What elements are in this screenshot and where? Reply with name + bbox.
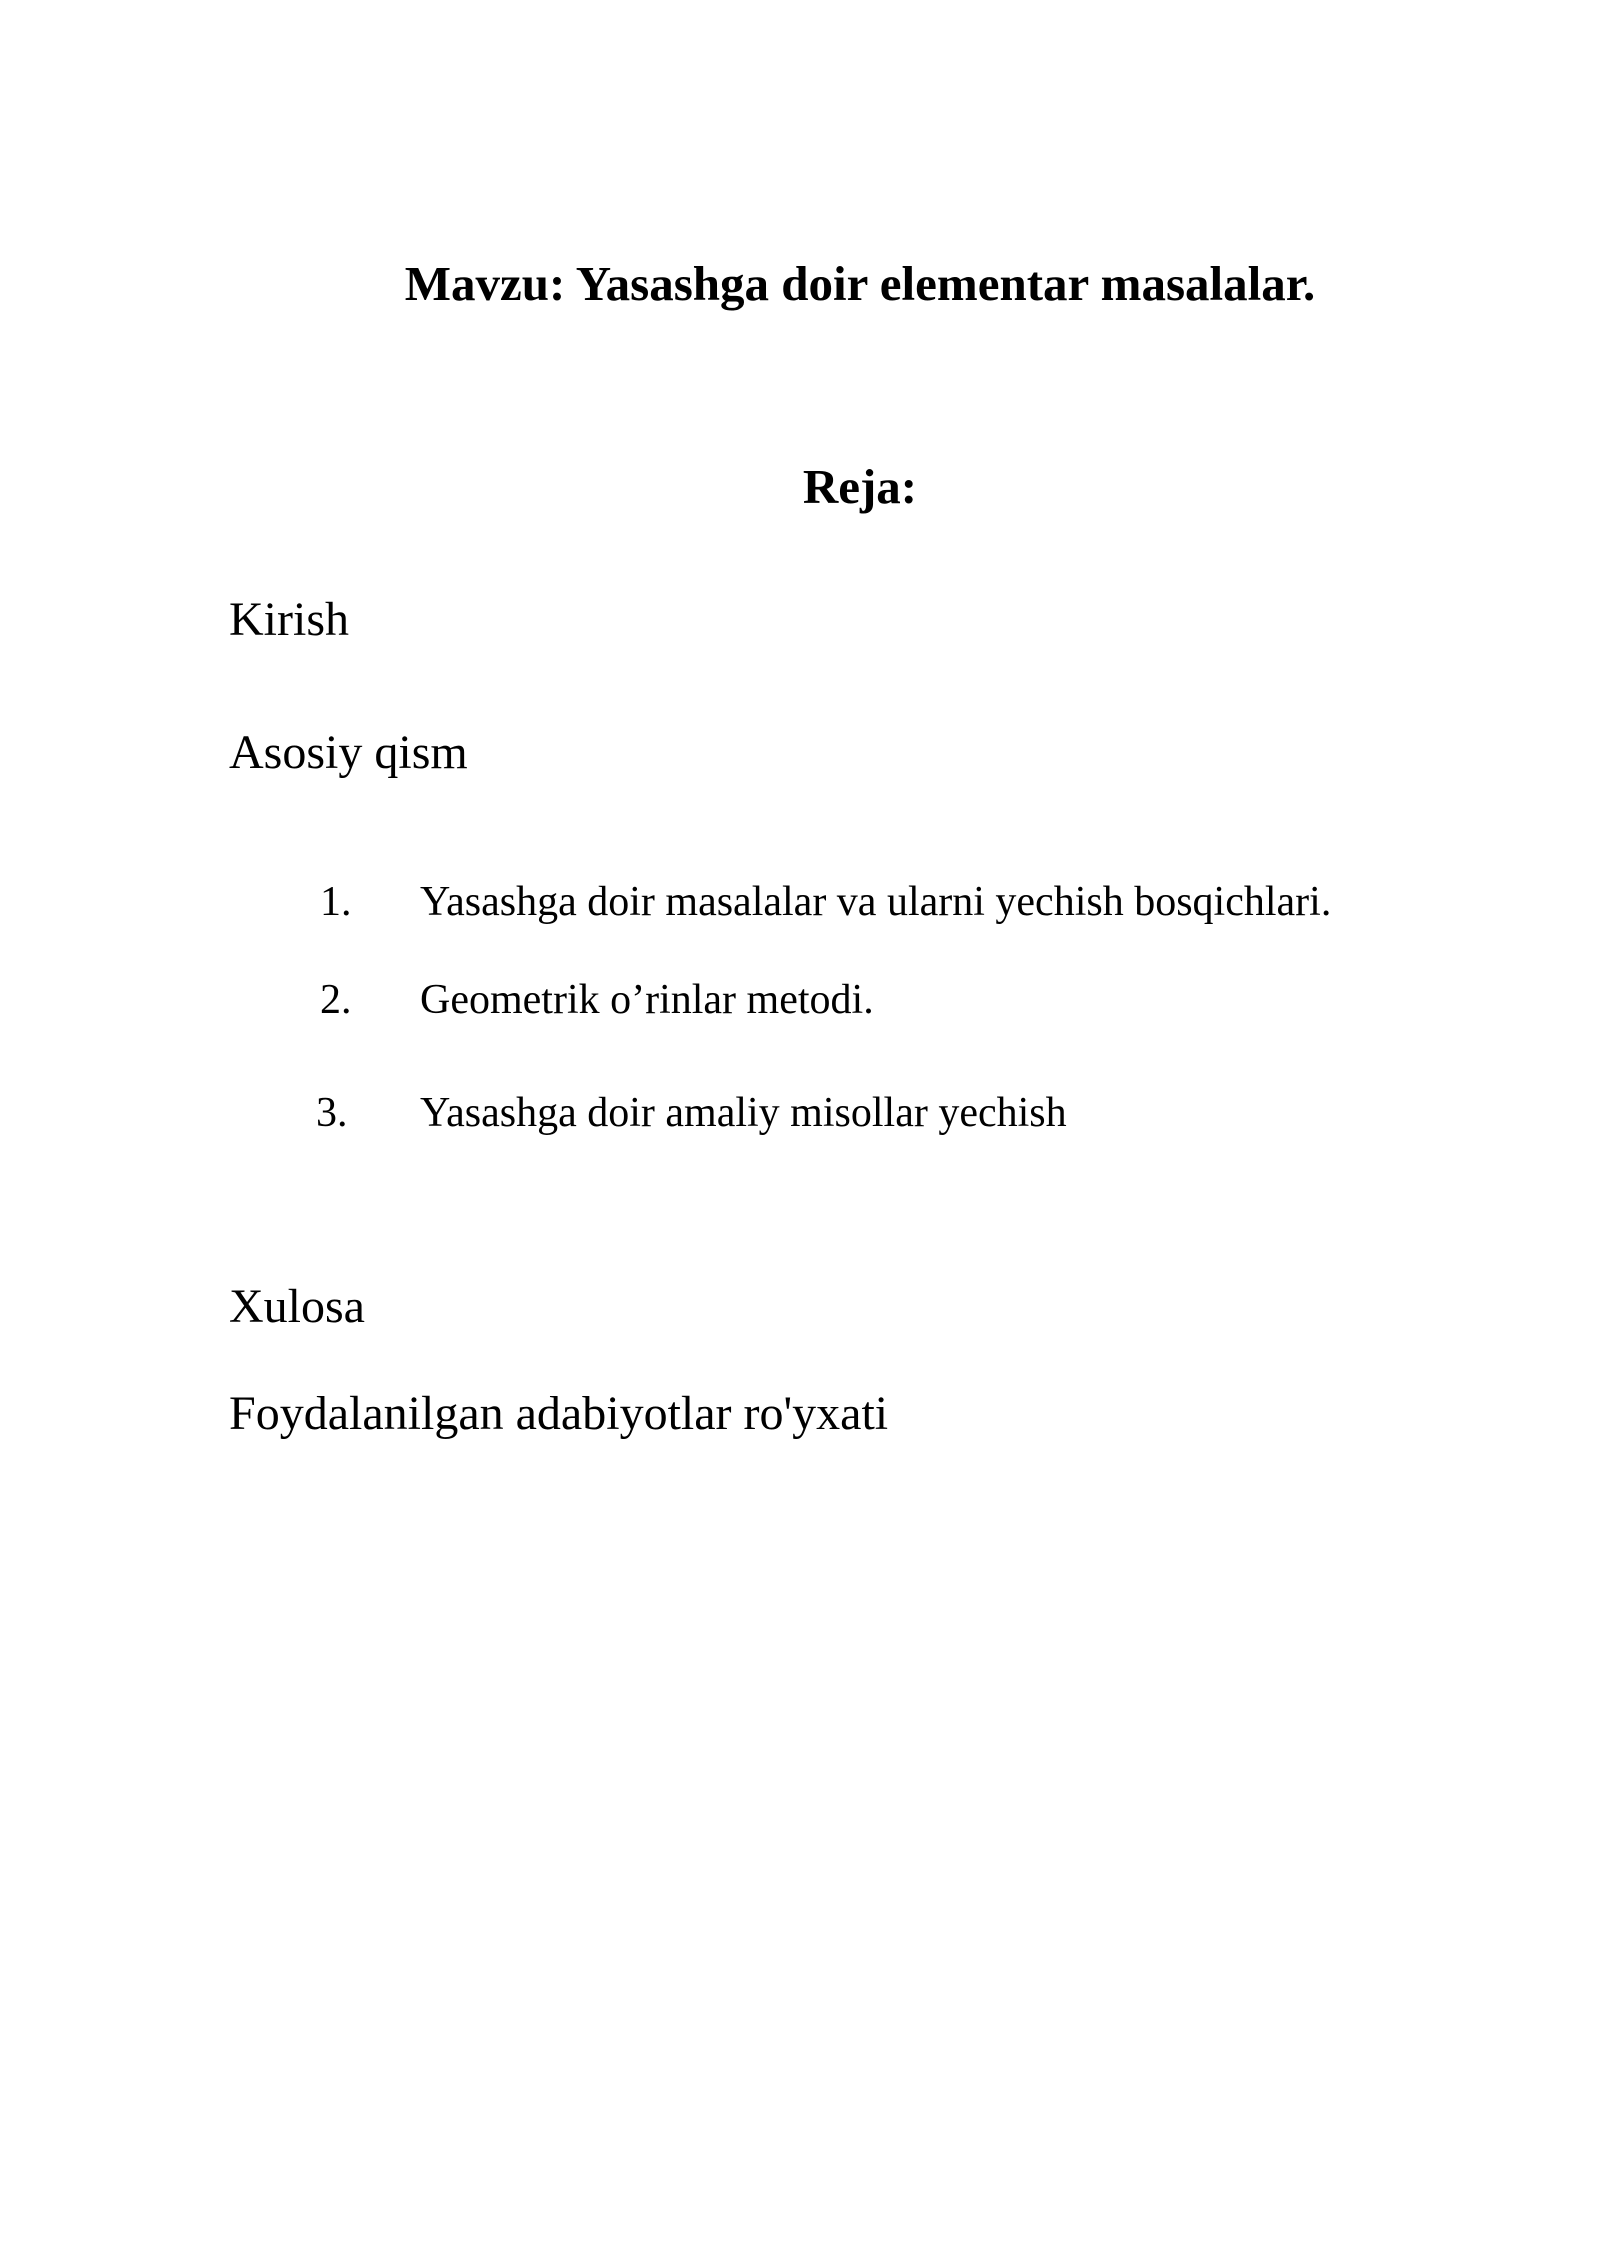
section-references: Foydalanilgan adabiyotlar ro'yxati [229,1387,889,1440]
list-item-number: 3. [316,1090,348,1136]
section-intro: Kirish [229,593,349,646]
plan-title: Reja: [802,459,918,514]
list-item-number: 2. [320,977,352,1023]
list-item-text: Yasashga doir amaliy misollar yechish [420,1090,1067,1136]
section-main-part: Asosiy qism [229,726,468,779]
topic-title: Mavzu: Yasashga doir elementar masalalar. [404,256,1316,311]
list-item-text: Geometrik o’rinlar metodi. [420,977,874,1023]
list-item-text: Yasashga doir masalalar va ularni yechish bosqichlari. [420,879,1332,925]
section-conclusion: Xulosa [229,1280,365,1333]
list-item-number: 1. [320,879,352,925]
